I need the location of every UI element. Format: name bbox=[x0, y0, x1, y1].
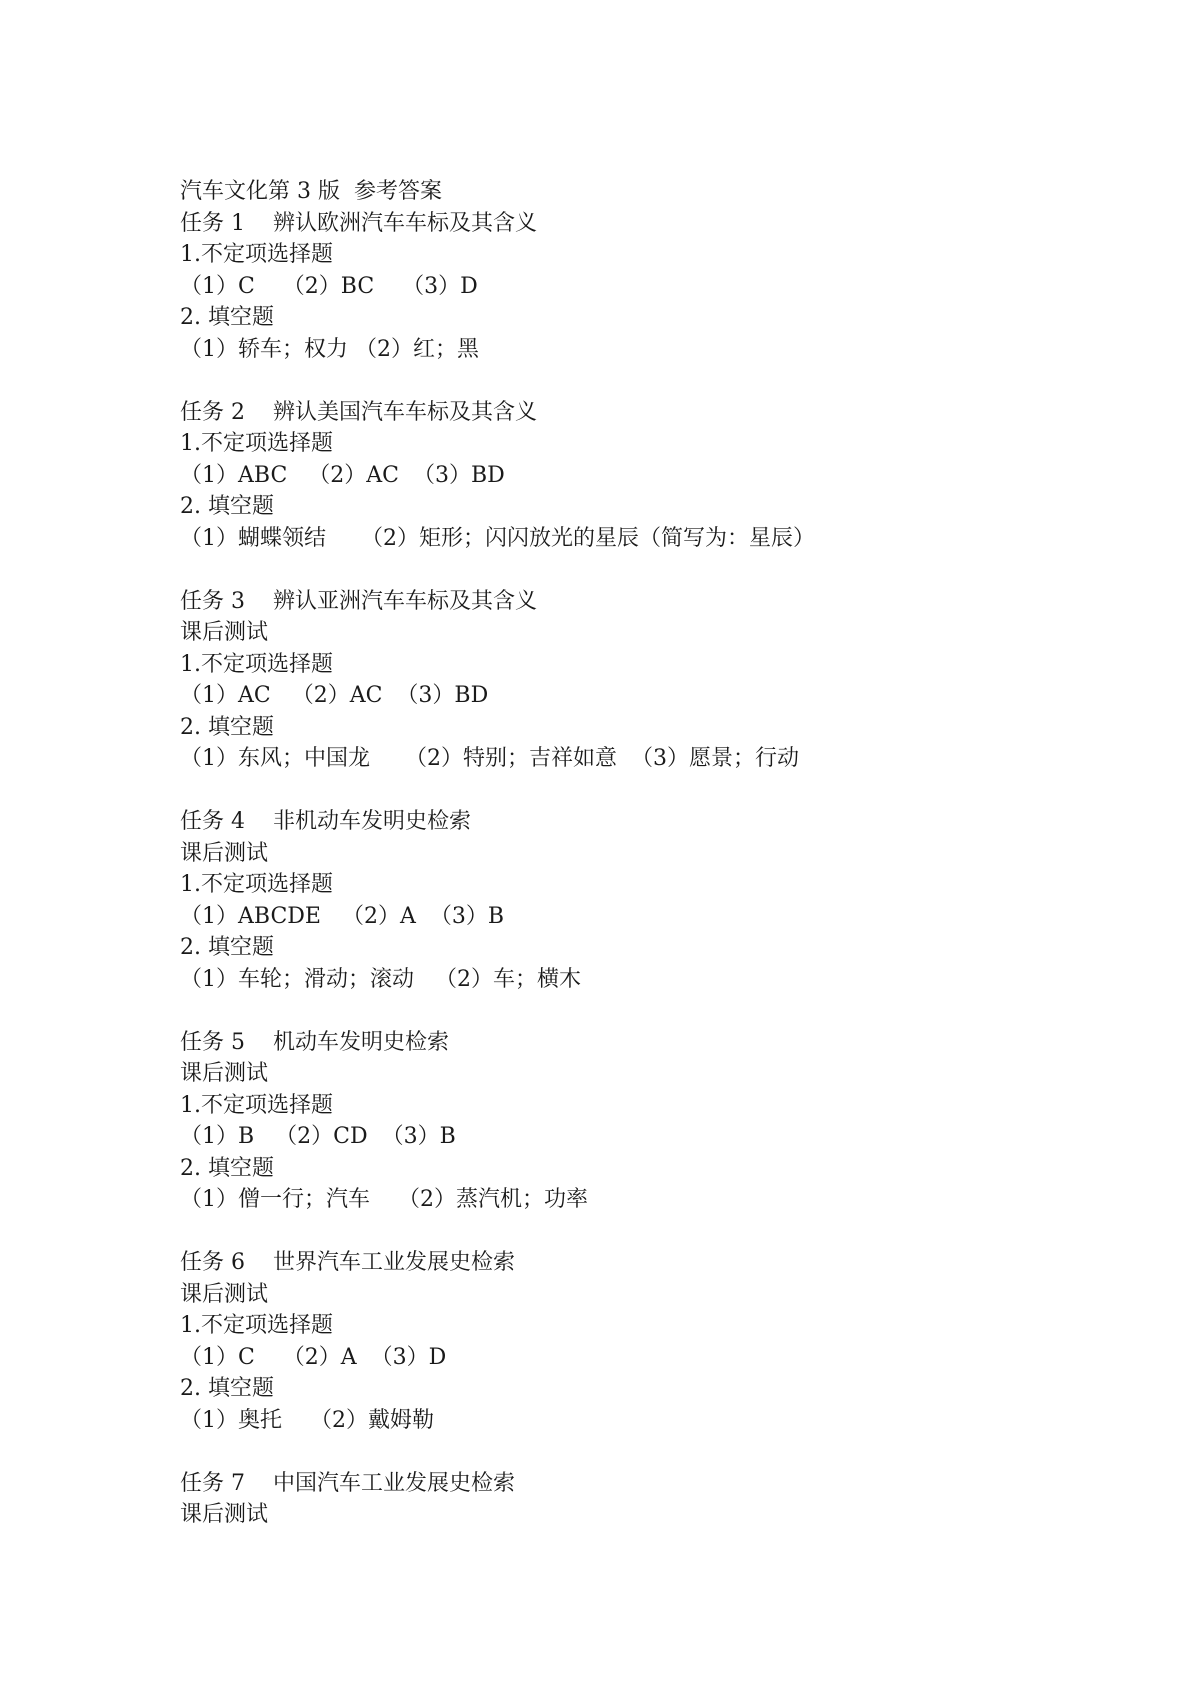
answer-line: （1）僧一行；汽车 （2）蒸汽机；功率 bbox=[180, 1187, 588, 1212]
section-label: 1.不定项选择题 bbox=[180, 1313, 333, 1338]
section-label: 课后测试 bbox=[180, 1281, 269, 1307]
answer-line: （1）轿车；权力 （2）红；黑 bbox=[180, 336, 479, 362]
answer-line: （1）ABC （2）AC （3）BD bbox=[180, 462, 505, 488]
section-label: 2. 填空题 bbox=[180, 1376, 274, 1401]
task-heading: 任务 1 辨认欧洲汽车车标及其含义 bbox=[180, 210, 537, 236]
spacer bbox=[180, 775, 1080, 807]
section-label: 2. 填空题 bbox=[180, 714, 274, 740]
spacer bbox=[180, 1216, 1080, 1248]
task-heading: 任务 3 辨认亚洲汽车车标及其含义 bbox=[180, 588, 537, 614]
answer-line: （1）C （2）A （3）D bbox=[180, 1344, 447, 1370]
answer-line: （1）东风；中国龙 （2）特别；吉祥如意 （3）愿景；行动 bbox=[180, 746, 799, 771]
section-label: 1.不定项选择题 bbox=[180, 1092, 333, 1118]
answer-line: （1）ABCDE （2）A （3）B bbox=[180, 903, 505, 929]
answer-line: （1）蝴蝶领结 （2）矩形；闪闪放光的星辰（简写为：星辰） bbox=[180, 525, 815, 551]
section-label: 2. 填空题 bbox=[180, 494, 274, 519]
section-label: 1.不定项选择题 bbox=[180, 872, 333, 897]
task-heading: 任务 5 机动车发明史检索 bbox=[180, 1029, 449, 1055]
task-heading: 任务 2 辨认美国汽车车标及其含义 bbox=[180, 399, 537, 425]
section-label: 2. 填空题 bbox=[180, 1155, 274, 1181]
document-body bbox=[180, 176, 1080, 1531]
spacer bbox=[180, 995, 1080, 1027]
section-label: 1.不定项选择题 bbox=[180, 431, 333, 456]
spacer bbox=[180, 554, 1080, 586]
spacer bbox=[180, 365, 1080, 397]
answer-line: （1）车轮；滑动；滚动 （2）车；横木 bbox=[180, 966, 581, 992]
answer-line: （1）AC （2）AC （3）BD bbox=[180, 683, 489, 708]
task-heading: 任务 7 中国汽车工业发展史检索 bbox=[180, 1470, 515, 1496]
section-label: 1.不定项选择题 bbox=[180, 242, 333, 267]
section-label: 课后测试 bbox=[180, 1502, 269, 1527]
section-label: 课后测试 bbox=[180, 840, 269, 866]
task-heading: 任务 6 世界汽车工业发展史检索 bbox=[180, 1250, 515, 1275]
answer-line: （1）C （2）BC （3）D bbox=[180, 273, 478, 299]
spacer bbox=[180, 1436, 1080, 1468]
answer-line: （1）B （2）CD （3）B bbox=[180, 1124, 456, 1149]
section-label: 课后测试 bbox=[180, 1061, 269, 1086]
section-label: 2. 填空题 bbox=[180, 305, 274, 330]
section-label: 课后测试 bbox=[180, 620, 269, 645]
document-title: 汽车文化第 3 版 参考答案 bbox=[180, 179, 442, 204]
section-label: 2. 填空题 bbox=[180, 935, 274, 960]
section-label: 1.不定项选择题 bbox=[180, 651, 333, 677]
task-heading: 任务 4 非机动车发明史检索 bbox=[180, 809, 471, 834]
answer-line: （1）奥托 （2）戴姆勒 bbox=[180, 1407, 434, 1433]
